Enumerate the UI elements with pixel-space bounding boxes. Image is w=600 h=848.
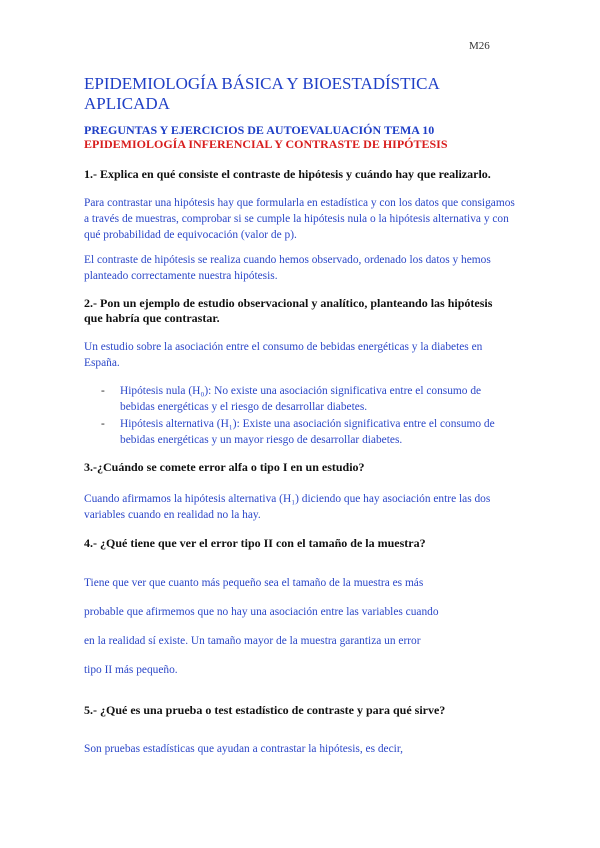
answer-5: Son pruebas estadísticas que ayudan a contrastar la hipótesis, es decir, bbox=[84, 743, 404, 755]
question-4: 4.- ¿Qué tiene que ver el error tipo II con el tamaño de la muestra? bbox=[84, 536, 426, 550]
answer-1-paragraph-2: El contraste de hipótesis se realiza cuando hemos observado, ordenado los datos y hemos planteado correctamente nuestra hipótesis. bbox=[84, 254, 491, 282]
list-item bbox=[101, 416, 501, 448]
bullet-dash: - bbox=[101, 385, 105, 397]
hypotheses-list bbox=[101, 383, 501, 449]
answer-3: Cuando afirmamos la hipótesis alternativa (H₁) diciendo que hay asociación entre las dos variables cuando en realidad no la hay. bbox=[84, 493, 491, 521]
question-5: 5.- ¿Qué es una prueba o test estadístico de contraste y para qué sirve? bbox=[84, 703, 446, 717]
alternative-hypothesis-text: Hipótesis alternativa (H₁): Existe una asociación significativa entre el consumo de bebidas energéticas y un mayor riesgo de desarrollar diabetes. bbox=[120, 418, 495, 446]
question-2: 2.- Pon un ejemplo de estudio observacional y analítico, planteando las hipótesis que habría que contrastar. bbox=[84, 296, 493, 325]
document-title: EPIDEMIOLOGÍA BÁSICA Y BIOESTADÍSTICA APLICADA bbox=[84, 74, 439, 113]
null-hypothesis-text: Hipótesis nula (H₀): No existe una asociación significativa entre el consumo de bebidas energéticas y el riesgo de desarrollar diabetes. bbox=[120, 385, 482, 413]
answer-4 bbox=[84, 575, 524, 691]
answer-4-line-2: probable que afirmemos que no hay una asociación entre las variables cuando bbox=[84, 606, 439, 618]
topic-subtitle: EPIDEMIOLOGÍA INFERENCIAL Y CONTRASTE DE HIPÓTESIS bbox=[84, 137, 448, 151]
answer-4-line-3: en la realidad sí existe. Un tamaño mayor de la muestra garantiza un error bbox=[84, 635, 421, 647]
answer-4-line-1: Tiene que ver que cuanto más pequeño sea el tamaño de la muestra es más bbox=[84, 577, 424, 589]
list-item bbox=[101, 383, 501, 415]
bullet-dash: - bbox=[101, 418, 105, 430]
question-1: 1.- Explica en qué consiste el contraste de hipótesis y cuándo hay que realizarlo. bbox=[84, 167, 491, 181]
answer-2-intro: Un estudio sobre la asociación entre el consumo de bebidas energéticas y la diabetes en España. bbox=[84, 341, 483, 369]
answer-1-paragraph-1: Para contrastar una hipótesis hay que formularla en estadística y con los datos que consigamos a través de muestras, comprobar si se cumple la hipótesis nula o la hipótesis alternativa y con qué probabilidad de equivocación (valor de p). bbox=[84, 197, 515, 241]
question-3: 3.-¿Cuándo se comete error alfa o tipo I en un estudio? bbox=[84, 460, 365, 474]
module-code: M26 bbox=[469, 40, 490, 52]
section-subtitle: PREGUNTAS Y EJERCICIOS DE AUTOEVALUACIÓN TEMA 10 bbox=[84, 123, 435, 137]
answer-4-line-4: tipo II más pequeño. bbox=[84, 664, 178, 676]
